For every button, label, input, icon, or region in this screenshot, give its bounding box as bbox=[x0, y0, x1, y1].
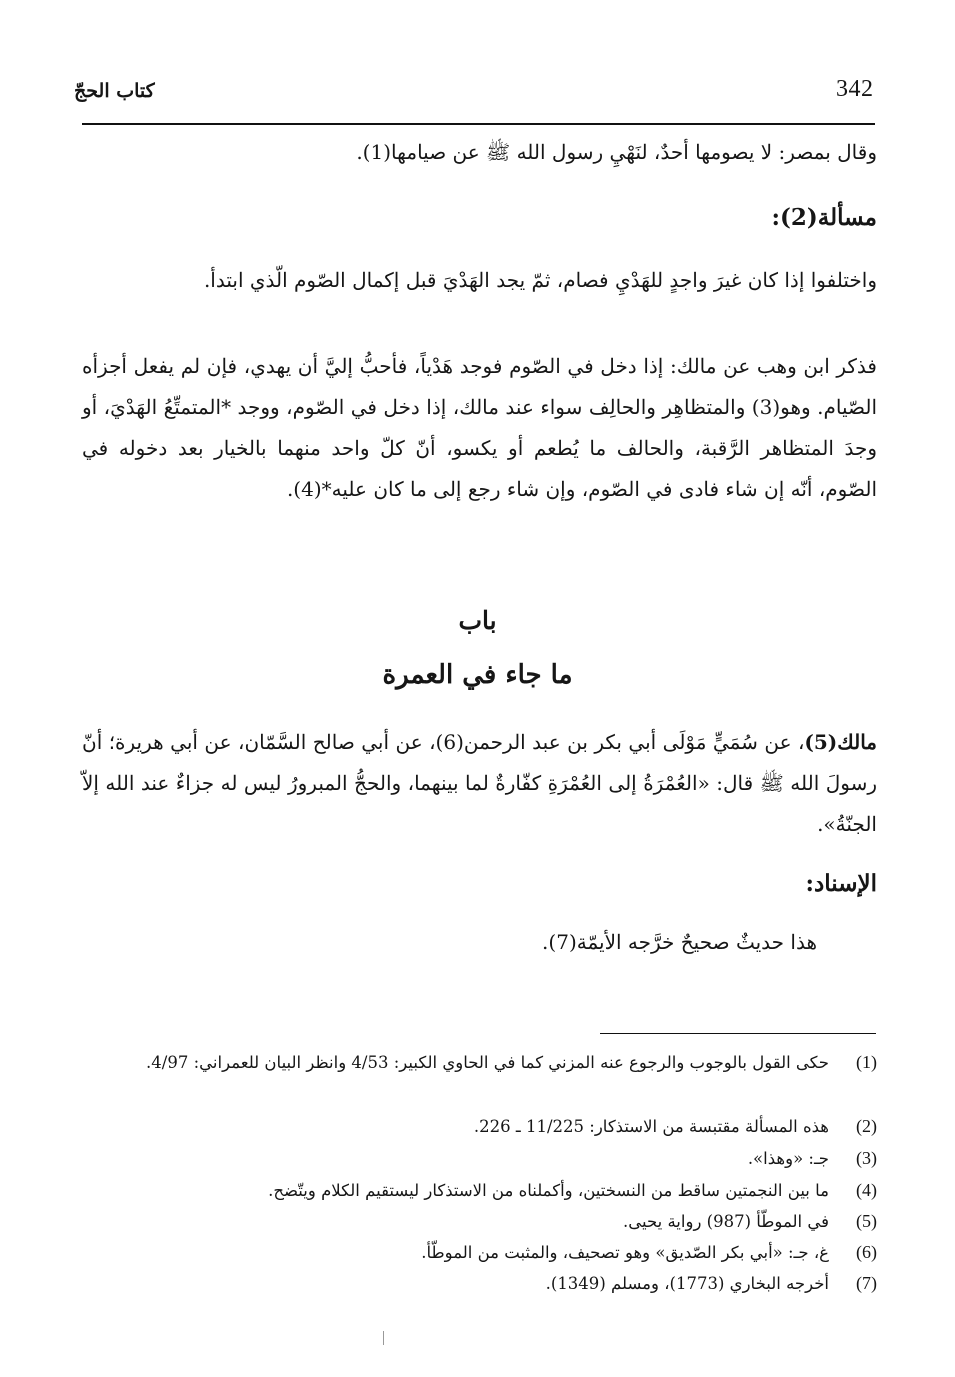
footnote-1 bbox=[82, 1052, 877, 1073]
footnote-number: (7) bbox=[856, 1273, 877, 1293]
footnote-rule bbox=[600, 1033, 876, 1034]
footnote-number: (1) bbox=[856, 1052, 877, 1072]
scan-mark bbox=[383, 1331, 384, 1345]
footnote-4 bbox=[82, 1180, 877, 1201]
isnad-heading: الإسناد: bbox=[805, 870, 877, 897]
footnote-number: (6) bbox=[856, 1242, 877, 1262]
footnote-number: (4) bbox=[856, 1180, 877, 1200]
footnote-text: في الموطّأ (987) رواية يحيى. bbox=[622, 1212, 829, 1231]
footnote-2 bbox=[82, 1116, 877, 1137]
paragraph-4 bbox=[82, 722, 877, 845]
footnote-text: غ، جـ: «أبي بكر الصّديق» وهو تصحيف، والمثبت من الموطّأ. bbox=[421, 1243, 829, 1262]
footnote-text: حكى القول بالوجوب والرجوع عنه المزني كما في الحاوي الكبير: 4/53 وانظر البيان للعمراني: 4/97. bbox=[146, 1053, 829, 1072]
footnote-text: ما بين النجمتين ساقط من النسختين، وأكملناه من الاستذكار ليستقيم الكلام ويتّضح. bbox=[268, 1181, 829, 1200]
footnote-7 bbox=[82, 1273, 877, 1294]
footnote-3 bbox=[82, 1148, 877, 1169]
footnote-6 bbox=[82, 1242, 877, 1263]
bab-heading: باب bbox=[458, 606, 497, 635]
running-title: كتاب الحجّ bbox=[74, 80, 155, 102]
mas-ala-heading: مسألة(2): bbox=[771, 204, 877, 231]
footnote-text: هذه المسألة مقتبسة من الاستذكار: 11/225 ـ 226. bbox=[473, 1117, 829, 1136]
paragraph-2: واختلفوا إذا كان غيرَ واجدٍ للهَدْيِ فصام، ثمّ يجد الهَدْيَ قبل إكمال الصّوم الّذي ابتدأ. bbox=[203, 268, 877, 292]
footnote-5 bbox=[82, 1211, 877, 1232]
malik-lead: مالك(5) bbox=[804, 730, 878, 754]
paragraph-5: هذا حديثٌ صحيحٌ خرَّجه الأيمّة(7). bbox=[542, 930, 817, 954]
chapter-title: ما جاء في العمرة bbox=[382, 660, 573, 690]
header-rule bbox=[82, 123, 875, 125]
footnote-number: (5) bbox=[856, 1211, 877, 1231]
footnote-number: (3) bbox=[856, 1148, 877, 1168]
paragraph-1: وقال بمصر: لا يصومها أحدٌ، لنَهْيِ رسول الله ﷺ عن صيامها(1). bbox=[356, 140, 877, 164]
hadith-text: ، عن سُمَيٍّ مَوْلَى أبي بكر بن عبد الرحمن(6)، عن أبي صالح السَّمّان، عن أبي هريرة؛ أنّ رسولَ الله ﷺ قال: «العُمْرَةُ إلى العُمْرَةِ كفّارةٌ لما بينهما، والحجُّ المبرورُ ليس له جزاءٌ عند الله إلاّ الجنّةُ». bbox=[82, 730, 877, 836]
page-number: 342 bbox=[836, 76, 874, 102]
paragraph-3: فذكر ابن وهب عن مالك: إذا دخل في الصّوم فوجد هَدْياً، فأحبُّ إليَّ أن يهدي، فإن لم يفعل أجزأه الصّيام. وهو(3) والمتظاهِر والحالِف سواء عند مالك، إذا دخل في الصّوم، ووجد *المتمتِّعُ الهَدْيَ، أو وجدَ المتظاهر الرَّقبة، والحالف ما يُطعم أو يكسو، أنّ كلّ واحد منهما بالخيار بعد دخوله في الصّوم، أنّه إن شاء فادى في الصّوم، وإن شاء رجع إلى ما كان عليه*(4). bbox=[82, 354, 878, 501]
footnote-number: (2) bbox=[856, 1116, 877, 1136]
footnote-text: أخرجه البخاري (1773)، ومسلم (1349). bbox=[545, 1274, 829, 1293]
footnote-text: جـ: «وهذا». bbox=[747, 1149, 829, 1168]
